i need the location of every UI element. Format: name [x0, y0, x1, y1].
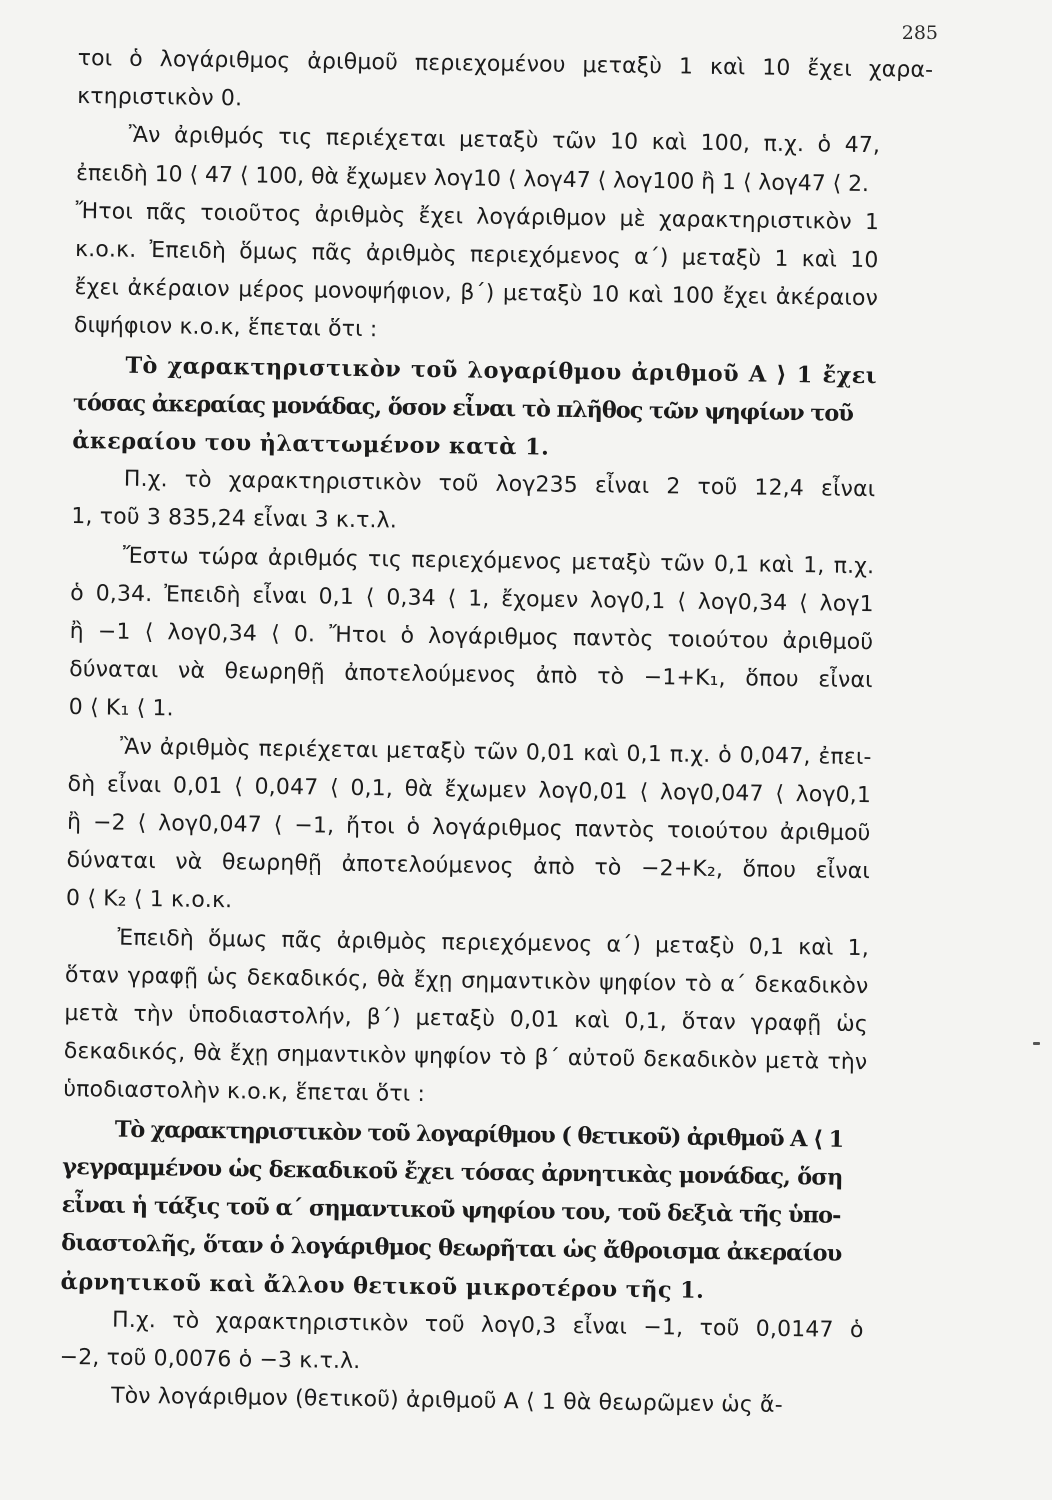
text-line: κ.ο.κ. Ἐπειδὴ ὅμως πᾶς ἀριθμὸς περιεχόμενος α΄) μεταξὺ 1 καὶ 10	[74, 236, 879, 274]
text-line: διαστολῆς, ὅταν ὁ λογάριθμος θεωρῆται ὡς ἄθροισμα ἀκεραίου	[61, 1230, 842, 1268]
text-line: δύναται νὰ θεωρηθῇ ἀποτελούμενος ἀπὸ τὸ −2+K₂, ὅπου εἶναι	[66, 848, 871, 885]
text-line: ἔχει ἀκέραιον μέρος μονοψήφιον, β΄) μεταξὺ 10 καὶ 100 ἔχει ἀκέραιον	[74, 275, 879, 312]
text-line: ἀρνητικοῦ καὶ ἄλλου θετικοῦ μικροτέρου τῆς 1.	[60, 1268, 705, 1304]
text-line: ἐπειδὴ 10 ⟨ 47 ⟨ 100, θὰ ἔχωμεν λογ10 ⟨ λογ47 ⟨ λογ100 ἢ 1 ⟨ λογ47 ⟨ 2.	[75, 160, 870, 197]
text-line: ἢ −2 ⟨ λογ0,047 ⟨ −1, ἤτοι ὁ λογάριθμος παντὸς τοιούτου ἀριθμοῦ	[66, 809, 871, 847]
text-line: Π.χ. τὸ χαρακτηριστικὸν τοῦ λογ0,3 εἶναι −1, τοῦ 0,0147 ὁ	[111, 1307, 864, 1343]
text-line: κτηριστικὸν 0.	[77, 84, 243, 112]
text-line: 1, τοῦ 3 835,24 εἶναι 3 κ.τ.λ.	[71, 504, 398, 534]
body-paragraph	[63, 919, 922, 1122]
page-text	[59, 40, 934, 1427]
rule-paragraph	[72, 346, 930, 473]
text-line: τοι ὁ λογάριθμος ἀριθμοῦ περιεχομένου μεταξὺ 1 καὶ 10 ἔχει χαρα-	[77, 45, 934, 83]
body-paragraph	[71, 460, 928, 548]
text-line: Ἤτοι πᾶς τοιοῦτος ἀριθμὸς ἔχει λογάριθμον μὲ χαρακτηριστικὸν 1	[75, 198, 880, 236]
text-line: ὑποδιαστολὴν κ.ο.κ, ἕπεται ὅτι :	[63, 1077, 426, 1108]
page-number: 285	[901, 22, 938, 44]
text-line: δεκαδικός, θὰ ἔχῃ σημαντικὸν ψηφίον τὸ β΄ αὐτοῦ δεκαδικὸν μετὰ τὴν	[63, 1039, 868, 1076]
text-line: ἀκεραίου του ἠλαττωμένον κατὰ 1.	[72, 427, 550, 461]
body-paragraph	[74, 116, 933, 357]
text-line: ἢ −1 ⟨ λογ0,34 ⟨ 0. Ἤτοι ὁ λογάριθμος παντὸς τοιούτου ἀριθμοῦ	[69, 618, 874, 656]
margin-mark	[1033, 1042, 1040, 1045]
text-line: Ἂν ἀριθμὸς περιέχεται μεταξὺ τῶν 0,01 καὶ 0,1 π.χ. ὁ 0,047, ἐπει-	[119, 734, 872, 770]
text-line: Τὸν λογάριθμον (θετικοῦ) ἀριθμοῦ Α ⟨ 1 θὰ θεωρῶμεν ὡς ἄ-	[110, 1383, 783, 1419]
body-paragraph	[59, 1301, 916, 1389]
body-paragraph	[77, 40, 934, 128]
text-line: μετὰ τὴν ὑποδιαστολήν, β΄) μεταξὺ 0,01 καὶ 0,1, ὅταν γραφῇ ὡς	[64, 1000, 869, 1038]
text-line: Ἔστω τώρα ἀριθμός τις περιεχόμενος μεταξὺ τῶν 0,1 καὶ 1, π.χ.	[122, 543, 875, 579]
body-paragraph	[66, 728, 925, 931]
text-line: 0 ⟨ K₁ ⟨ 1.	[68, 695, 174, 722]
text-line: εἶναι ἡ τάξις τοῦ α΄ σημαντικοῦ ψηφίου του, τοῦ δεξιὰ τῆς ὑπο-	[61, 1191, 841, 1229]
text-line: Ἂν ἀριθμός τις περιέχεται μεταξὺ τῶν 10 καὶ 100, π.χ. ὁ 47,	[128, 123, 881, 159]
text-line: δὴ εἶναι 0,01 ⟨ 0,047 ⟨ 0,1, θὰ ἔχωμεν λογ0,01 ⟨ λογ0,047 ⟨ λογ0,1	[67, 771, 872, 809]
text-line: ὁ 0,34. Ἐπειδὴ εἶναι 0,1 ⟨ 0,34 ⟨ 1, ἔχομεν λογ0,1 ⟨ λογ0,34 ⟨ λογ1	[70, 580, 874, 618]
text-line: Π.χ. τὸ χαρακτηριστικὸν τοῦ λογ235 εἶναι 2 τοῦ 12,4 εἶναι	[123, 466, 876, 503]
text-line: δύναται νὰ θεωρηθῇ ἀποτελούμενος ἀπὸ τὸ −1+K₁, ὅπου εἶναι	[69, 657, 873, 694]
text-line: ὅταν γραφῇ ὡς δεκαδικός, θὰ ἔχῃ σημαντικὸν ψηφίον τὸ α΄ δεκαδικὸν	[64, 962, 869, 1000]
text-line: γεγραμμένου ὡς δεκαδικοῦ ἔχει τόσας ἀρνητικὰς μονάδας, ὅση	[62, 1153, 843, 1191]
rule-paragraph	[60, 1110, 919, 1313]
body-paragraph	[68, 537, 927, 740]
text-line: Τὸ χαρακτηριστικὸν τοῦ λογαρίθμου ἀριθμοῦ Α ⟩ 1 ἔχει	[125, 352, 878, 389]
text-line: τόσας ἀκεραίας μονάδας, ὅσον εἶναι τὸ πλῆθος τῶν ψηφίων τοῦ	[72, 389, 853, 427]
text-line: −2, τοῦ 0,0076 ὁ −3 κ.τ.λ.	[59, 1344, 361, 1374]
text-line: 0 ⟨ K₂ ⟨ 1 κ.ο.κ.	[65, 886, 233, 914]
text-line: Τὸ χαρακτηριστικὸν τοῦ λογαρίθμου ( θετικοῦ) ἀριθμοῦ Α ⟨ 1	[114, 1116, 844, 1153]
text-line: διψήφιον κ.ο.κ, ἕπεται ὅτι :	[73, 313, 378, 343]
text-line: Ἐπειδὴ ὅμως πᾶς ἀριθμὸς περιεχόμενος α΄) μεταξὺ 0,1 καὶ 1,	[117, 925, 870, 961]
